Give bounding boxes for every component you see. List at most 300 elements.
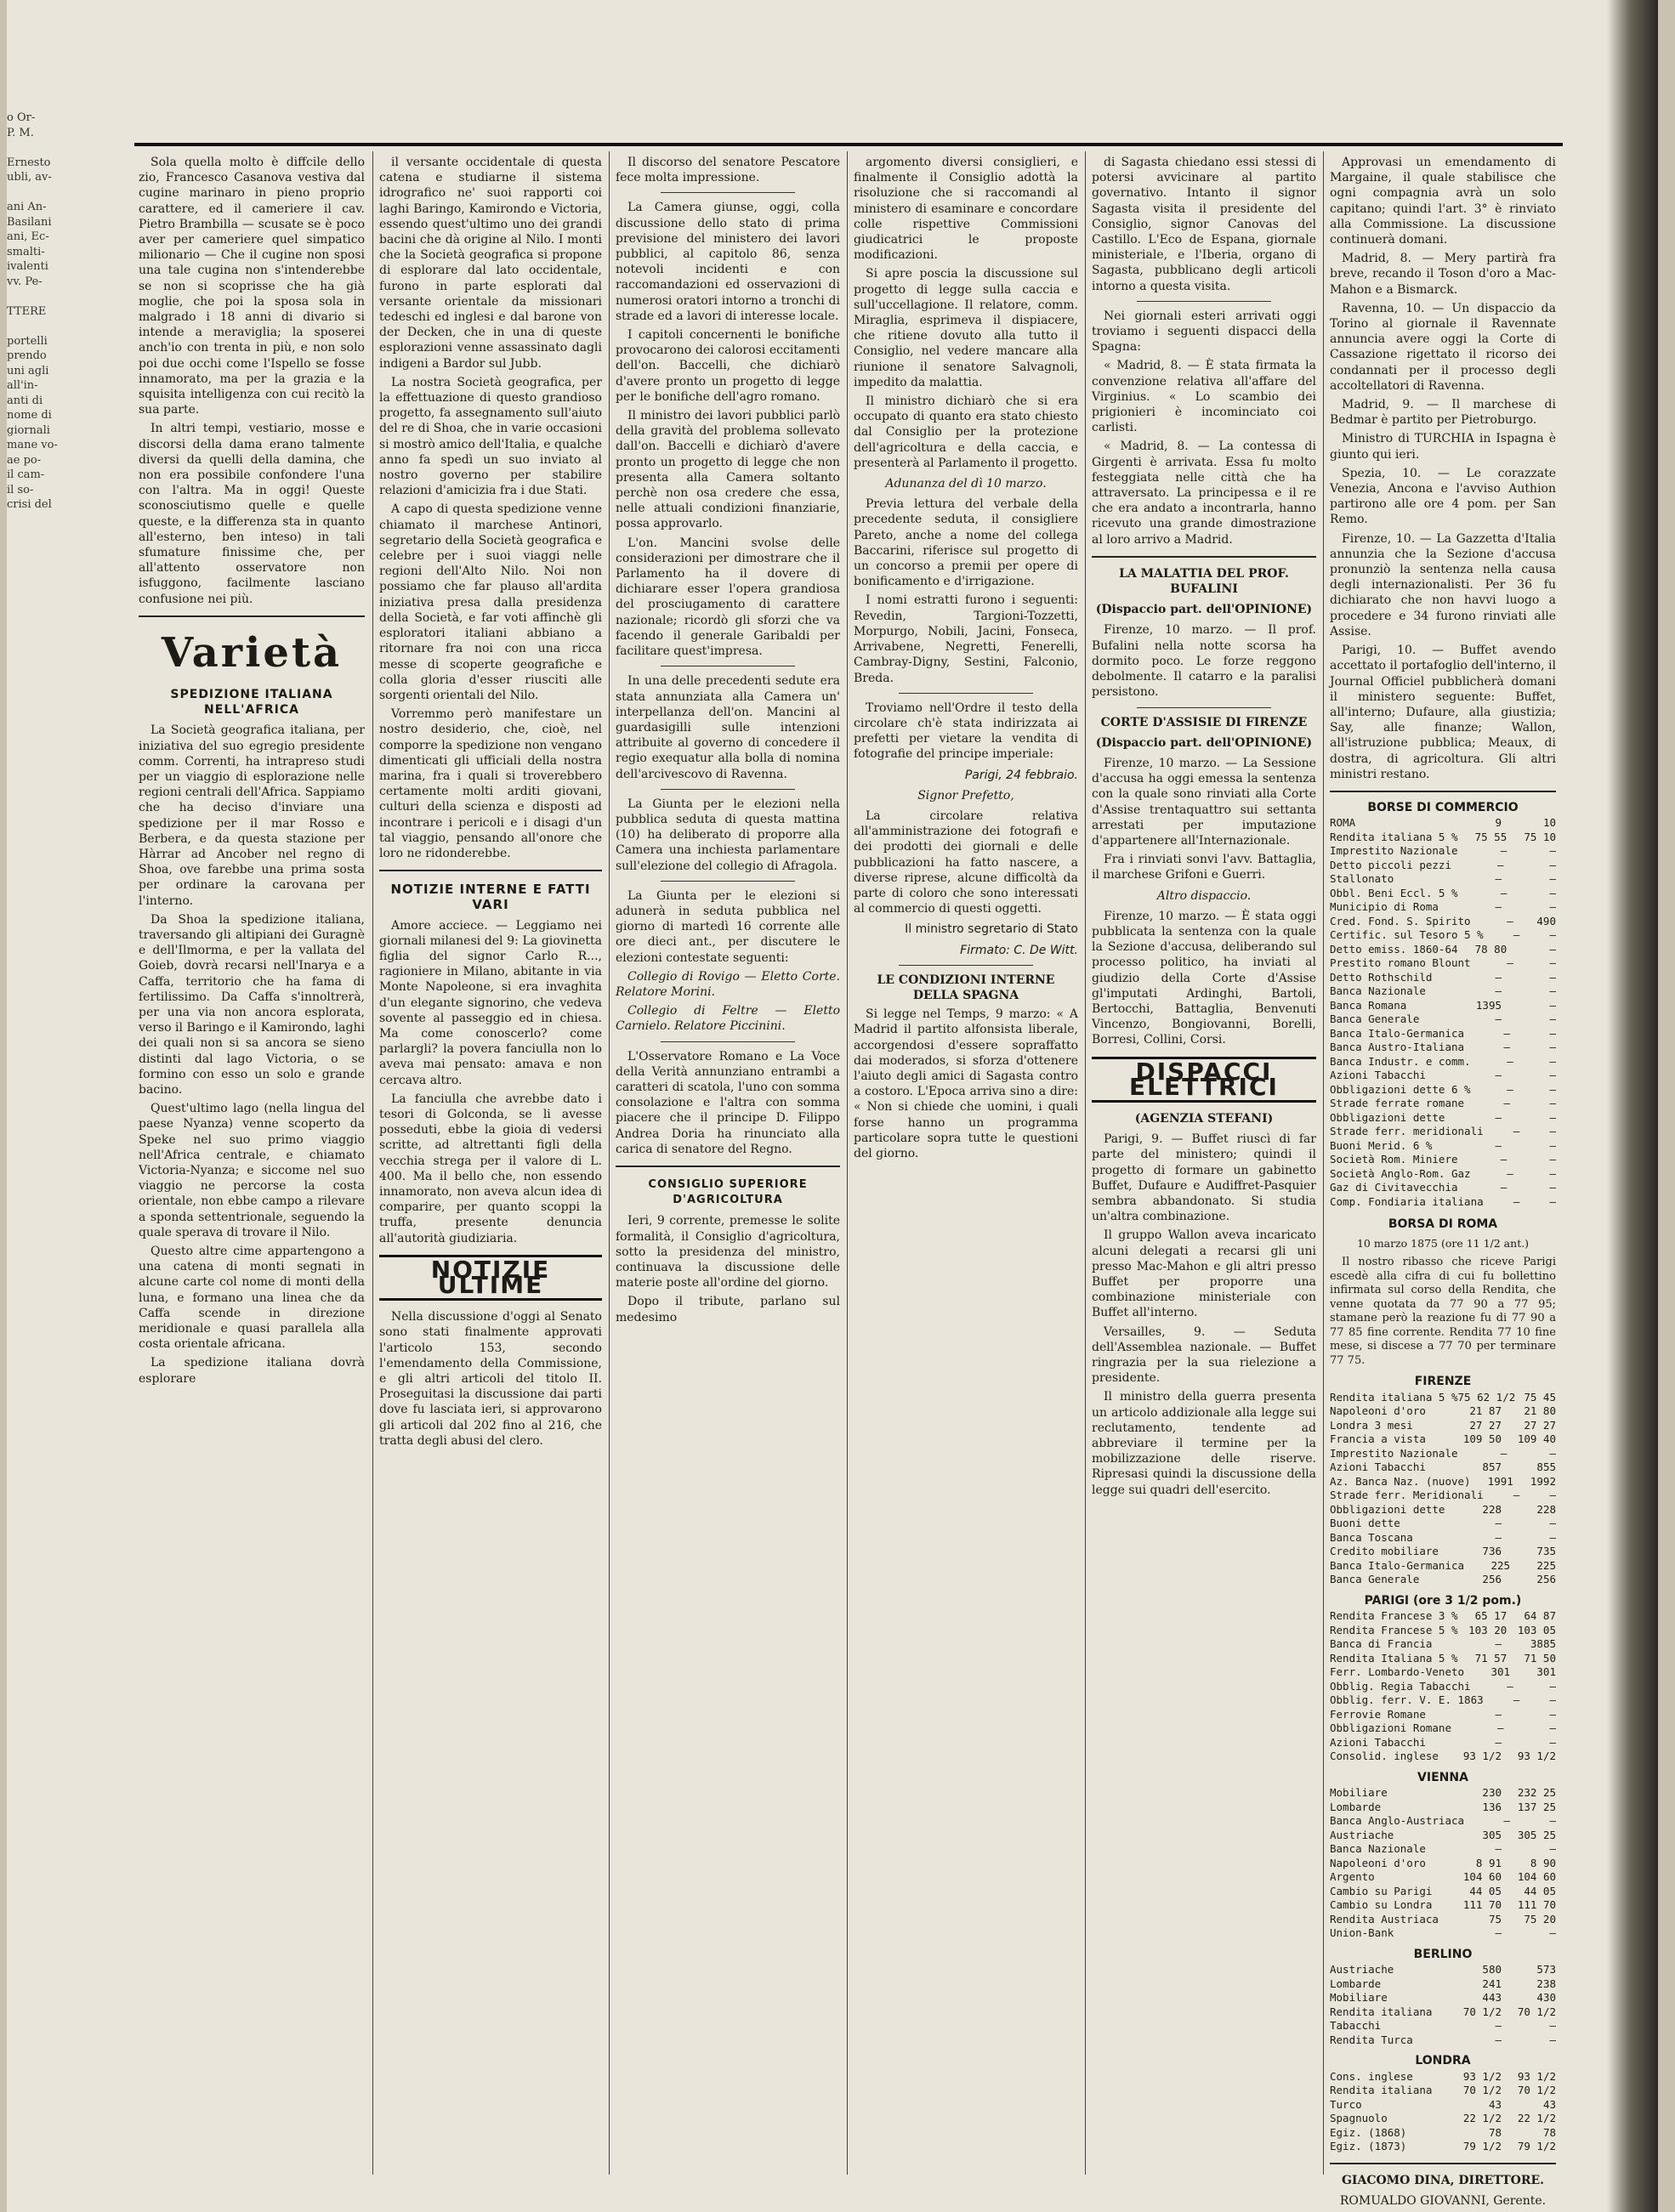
table-body — [1330, 1391, 1556, 1587]
margin-text-fragment: giornali — [7, 423, 50, 437]
paragraph: Troviamo nell'Ordre il testo della circolare ch'è stata indirizzata ai prefetti per vietare la vendita di fotografie del principe imperiale: — [854, 700, 1078, 762]
price-cell: 70 1/2 — [1462, 2084, 1502, 2097]
security-name: Prestito romano Blount — [1330, 956, 1471, 970]
paragraph: I nomi estratti furono i seguenti: Revedin, Targioni-Tozzetti, Morpurgo, Nobili, Jacini, Fonseca, Arrivabene, Negretti, Fenerelli, Cambray-Digny, Sestini, Falconio, Breda. — [854, 593, 1078, 685]
paragraph: Il ministro dei lavori pubblici parlò della gravità del problema sollevato dall'on. Baccelli e dichiarò d'avere pronto un progetto di legge che non presenta alla Camera soltanto perchè non osa credere che essa, nelle attuali condizioni finanziarie, possa approvarlo. — [616, 409, 840, 531]
price-cell: 443 — [1482, 1991, 1502, 2005]
divider — [661, 881, 795, 882]
security-name: Ferrovie Romane — [1330, 1707, 1426, 1721]
security-name: Banca Italo-Germanica — [1330, 1558, 1465, 1572]
price-cell: 430 — [1536, 1991, 1556, 2005]
security-name: Banca Nazionale — [1330, 984, 1426, 998]
price-cell: 65 17 — [1474, 1609, 1508, 1623]
price-cell: 580 — [1482, 1963, 1502, 1977]
security-name: Rendita italiana — [1330, 2005, 1433, 2018]
table-header-row — [1330, 816, 1556, 831]
table-row — [1330, 1097, 1556, 1111]
price-cell: 64 87 — [1524, 1609, 1556, 1623]
price-cell: 104 60 — [1462, 1870, 1502, 1884]
price-cell: — — [1549, 1026, 1556, 1040]
price-cell: — — [1495, 1707, 1502, 1721]
price-cell: — — [1495, 1637, 1502, 1651]
price-cell: — — [1507, 956, 1513, 970]
price-cell: 1991 — [1487, 1474, 1513, 1488]
table-row — [1330, 1419, 1556, 1433]
paragraph: Ieri, 9 corrente, premesse le solite formalità, il Consiglio d'agricoltura, sotto la presidenza del ministro, continuava la discussione delle materie poste all'ordine del giorno. — [616, 1214, 840, 1290]
security-name: Argento — [1330, 1870, 1375, 1884]
margin-text-fragment: all'in- — [7, 379, 38, 392]
price-cell: 301 — [1536, 1665, 1556, 1679]
table-row — [1330, 956, 1556, 971]
paragraph: il versante occidentale di questa catena e studiarne il sistema idrografico ne' suoi rapporti coi laghi Baringo, Kamirondo e Victoria, essendo quest'ultimo uno dei grandi bacini che dà origine al Nilo. I monti che la Società geografica si propone di esplorare dal lato occidentale, furono in parte esplorati dal versante orientale da missionari tedeschi ed inglesi e dal barone von der Decken, che in una di queste esplorazioni venne assassinato dagli indigeni a Bardor sul Jubb. — [379, 156, 602, 371]
price-cell: — — [1495, 900, 1502, 914]
margin-text-fragment: P. M. — [7, 126, 34, 139]
price-cell: 70 1/2 — [1462, 2005, 1502, 2018]
table-market: FIRENZE — [1414, 1375, 1472, 1389]
price-cell: — — [1549, 2019, 1556, 2033]
security-name: Obbl. Beni Eccl. 5 % — [1330, 886, 1458, 899]
price-cell: — — [1549, 956, 1556, 970]
margin-text-fragment: portelli — [7, 334, 48, 348]
price-cell: 79 1/2 — [1517, 2140, 1556, 2153]
table-row — [1330, 928, 1556, 943]
table-row — [1330, 1181, 1556, 1195]
divider — [616, 1166, 840, 1167]
price-cell: — — [1500, 844, 1508, 858]
security-name: Mobiliare — [1330, 1786, 1388, 1800]
paragraph: di Sagasta chiedano essi stessi di potersi avvicinare al partito governativo. Intanto il signor Sagasta visita il presidente del Consiglio, signor Canovas del Castillo. L'Eco de Espana, giornale ministeriale, e l'Iberia, organo di Sagasta, pubblicano degli articoli intorno a questa visita. — [1092, 156, 1316, 293]
price-cell: — — [1549, 984, 1556, 998]
margin-text-fragment: ubli, av- — [7, 171, 52, 184]
table-body — [1330, 831, 1556, 1210]
table-row — [1330, 2126, 1556, 2141]
table-row — [1330, 1447, 1556, 1461]
price-cell: — — [1549, 1489, 1556, 1502]
price-cell: — — [1549, 970, 1556, 984]
security-name: Azioni Tabacchi — [1330, 1735, 1426, 1749]
price-cell: — — [1507, 1166, 1513, 1180]
security-name: Austriache — [1330, 1828, 1394, 1841]
price-cell: — — [1549, 928, 1556, 942]
price-cell: — — [1500, 1446, 1508, 1460]
article-subtitle: Altro dispaccio. — [1156, 888, 1252, 903]
divider — [379, 870, 602, 871]
price-cell: — — [1495, 1735, 1502, 1749]
security-name: Rendita Italiana 5 % — [1330, 1651, 1458, 1665]
table-row — [1330, 1167, 1556, 1182]
paragraph: Approvasi un emendamento di Margaine, il quale stabilisce che ogni compagnia avrà un solo capitano; quindi l'art. 3° è rinviato alla Commissione. La discussione continuerà domani. — [1330, 156, 1556, 247]
price-cell: 27 27 — [1524, 1418, 1556, 1432]
divider — [1137, 707, 1271, 708]
security-name: Londra 3 mesi — [1330, 1418, 1413, 1432]
table-row — [1330, 2019, 1556, 2033]
section-title-notizie-interne: NOTIZIE INTERNE E FATTI VARI — [390, 882, 591, 913]
price-cell: — — [1503, 1097, 1511, 1110]
price-cell: 573 — [1536, 1963, 1556, 1977]
price-cell: — — [1496, 1721, 1504, 1735]
table-body — [1330, 1963, 1556, 2047]
article-subtitle: (Dispaccio part. dell'OPINIONE) — [1095, 603, 1313, 617]
price-cell: 241 — [1482, 1977, 1502, 1990]
table-row — [1330, 831, 1556, 845]
table-row — [1330, 1012, 1556, 1027]
table-row — [1330, 1489, 1556, 1503]
price-cell: 78 — [1488, 2125, 1502, 2139]
margin-text-fragment: il cam- — [7, 468, 45, 481]
table-row — [1330, 1786, 1556, 1801]
security-name: Banca di Francia — [1330, 1637, 1433, 1651]
paragraph: Si legge nel Temps, 9 marzo: « A Madrid il partito alfonsista liberale, accorgendosi d'essere sopraffatto dai moderados, si sforza d'ottenere l'aiuto degli amici di Sagasta contro a costoro. L'Epoca arriva sino a dire: « Non si chiede che uomini, i quali forse hanno un programma particolare sopra tutte le questioni del giorno. — [854, 1007, 1078, 1160]
paragraph: Madrid, 9. — Il marchese di Bedmar è partito per Pietroburgo. — [1330, 398, 1556, 428]
price-cell: 22 1/2 — [1517, 2112, 1556, 2125]
price-cell: — — [1549, 1926, 1556, 1940]
security-name: Rendita Francese 3 % — [1330, 1609, 1458, 1623]
price-cell: — — [1549, 1693, 1556, 1707]
security-name: Consolid. inglese — [1330, 1750, 1439, 1763]
price-cell: 305 — [1482, 1828, 1502, 1841]
margin-text-fragment: ivalenti — [7, 260, 48, 273]
price-cell: — — [1495, 1530, 1502, 1544]
paragraph: Madrid, 8. — Mery partirà fra breve, recando il Toson d'oro a Mac-Mahon e a Bismarck. — [1330, 252, 1556, 297]
divider — [899, 965, 1033, 966]
table-row — [1330, 1885, 1556, 1899]
table-row — [1330, 1055, 1556, 1069]
paragraph: Fra i rinviati sonvi l'avv. Battaglia, il marchese Grifoni e Guerri. — [1092, 853, 1316, 882]
price-cell: 70 1/2 — [1517, 2084, 1556, 2097]
paragraph: Previa lettura del verbale della precedente seduta, il consigliere Pareto, anche a nome del collega Baccarini, riferisce sul progetto di un concorso a premii per opere di bonificamento e d'irrigazione. — [854, 497, 1078, 589]
column-divider — [847, 151, 848, 2175]
paragraph: « Madrid, 8. — La contessa di Girgenti è arrivata. Essa fu molto festeggiata nelle città che ha attraversato. La principessa e il re che era andato a incontrarla, hanno ricevuto una grande dimostrazione al loro arrivo a Madrid. — [1092, 440, 1316, 547]
price-cell: — — [1549, 1735, 1556, 1749]
security-name: Obbligazioni dette — [1330, 1110, 1445, 1124]
paragraph: Ministro di TURCHIA in Ispagna è giunto qui ieri. — [1330, 432, 1556, 462]
table-row — [1330, 1721, 1556, 1736]
security-name: Union-Bank — [1330, 1926, 1394, 1940]
table-market: BERLINO — [1413, 1947, 1473, 1961]
price-cell: 109 50 — [1462, 1432, 1502, 1446]
paragraph: Parigi, 10. — Buffet avendo accettato il portafoglio dell'interno, il Journal Officiel pubblicherà domani il ministero seguente: Buffet, all'interno; Dufaure, alla giustizia; Say, alle finanze; Wallon, all'istruzione pubblica; Meaux, di dostra, di agricoltura. Gli altri ministri restano. — [1330, 644, 1556, 781]
security-name: Stallonato — [1330, 872, 1394, 886]
security-name: Banca Generale — [1330, 1573, 1420, 1586]
price-cell: — — [1549, 1125, 1556, 1138]
security-name: Lombarde — [1330, 1800, 1382, 1813]
table-row — [1330, 1503, 1556, 1517]
price-cell: — — [1495, 1012, 1502, 1026]
price-cell: — — [1500, 886, 1508, 899]
column-1 — [139, 155, 365, 2178]
price-cell: 21 80 — [1524, 1404, 1556, 1418]
divider — [1330, 2163, 1556, 2164]
paragraph: L'Osservatore Romano e La Voce della Verità annunziano entrambi a caratteri di scatola, l'uno con somma consolazione e l'altra con somma piacere che il principe D. Filippo Andrea Doria ha rinunciato alla carica di senatore del Regno. — [616, 1049, 840, 1156]
table-row — [1330, 943, 1556, 957]
table-market: VIENNA — [1417, 1770, 1468, 1784]
security-name: Banca Romana — [1330, 998, 1407, 1012]
price-cell: 75 45 — [1524, 1390, 1556, 1404]
margin-text-fragment: il so- — [7, 483, 34, 496]
security-name: Spagnuolo — [1330, 2112, 1388, 2125]
security-name: Buoni Merid. 6 % — [1330, 1138, 1433, 1152]
price-cell: — — [1549, 1153, 1556, 1166]
newspaper-page — [7, 0, 1641, 2212]
price-cell: — — [1549, 1707, 1556, 1721]
price-cell: — — [1496, 858, 1504, 871]
price-cell: — — [1495, 2019, 1502, 2033]
price-cell: 111 70 — [1462, 1898, 1502, 1912]
table-row — [1330, 2098, 1556, 2113]
paragraph: La Società geografica italiana, per iniziativa del suo egregio presidente comm. Correnti, ha intrapreso studi per un viaggio di esplorazione nelle regioni centrali dell'Africa. Sappiamo che ha deciso d'inviare una spedizione per il mar Rosso e Berbera, e da questa stazione per Hàrrar ad Ancober nel regno di Shoa, ove farebbe una prima sosta per ordinare la carovana per l'interno. — [139, 723, 365, 908]
paragraph: Firenze, 10 marzo. — La Sessione d'accusa ha oggi emessa la sentenza con la quale sono rinviati alla Corte d'Assise trentaquattro sui settanta arrestati per imputazione d'appartenere all'Internazionale. — [1092, 756, 1316, 848]
security-name: Turco — [1330, 2097, 1362, 2111]
price-cell: 21 87 — [1469, 1404, 1502, 1418]
security-name: Strade ferr. meridionali — [1330, 1125, 1484, 1138]
divider — [661, 789, 795, 790]
paragraph: Sola quella molto è diffcile dello zio, Francesco Casanova vestiva dal cugine marinaro in pieno proprio carattere, ed il cameriere il cav. Pietro Brambilla — scusate se è poco aver per cameriere quel simpatico milionario — Che il cugine non sposi una tale cugina non s'intenderebbe se non si scoprisse che ha già moglie, che poi la sposa sola in malgrado i 18 anni di divario si intende a meraviglia; la sposerei anch'io con trenta in più, e non solo poi due occhi come l'Ispello se fosse innamorato, ma per la grazia e la squisita intelligenza con cui recitò la sua parte. — [139, 156, 365, 417]
price-cell: 111 70 — [1517, 1898, 1556, 1912]
price-cell: — — [1495, 1069, 1502, 1082]
margin-text-fragment — [7, 289, 107, 304]
price-cell: — — [1549, 1517, 1556, 1530]
table-row — [1330, 1829, 1556, 1843]
paragraph: La circolare relativa all'amministrazione dei fotografi e dei prodotti dei giornali e delle pubblicazioni ha fatto nascere, a diverse riprese, alcune difficoltà da parte di coloro che sono interessati al commercio di questi oggetti. — [854, 808, 1078, 916]
price-cell: 75 — [1488, 1912, 1502, 1926]
price-cell: 71 50 — [1524, 1651, 1556, 1665]
table-row — [1330, 1680, 1556, 1694]
section-title-dispacci-elettrici: DISPACCI ELETTRICI — [1092, 1057, 1316, 1103]
security-name: Austriache — [1330, 1963, 1394, 1977]
table-row — [1330, 2005, 1556, 2020]
paragraph: La Camera giunse, oggi, colla discussione dello stato di prima previsione del ministero dei lavori pubblici, al capitolo 86, senza notevoli incidenti e con raccomandazioni ed osservazioni di numerosi oratori intorno a tronchi di strade ed a lavori di interesse locale. — [616, 201, 840, 323]
paragraph: Nei giornali esteri arrivati oggi troviamo i seguenti dispacci della Spagna: — [1092, 309, 1316, 354]
security-name: Municipio di Roma — [1330, 900, 1439, 914]
price-cell: — — [1549, 1814, 1556, 1828]
security-name: Rendita italiana 5 % — [1330, 1390, 1458, 1404]
table-row — [1330, 1624, 1556, 1638]
paragraph: L'on. Mancini svolse delle considerazioni per dimostrare che il Parlamento ha il dovere di dichiarare esser l'opera grandiosa del prosciugamento di carattere nazionale; ricordò gli sforzi che va facendo il generale Garibaldi per facilitare quest'impresa. — [616, 536, 840, 659]
security-name: Rendita Francese 5 % — [1330, 1623, 1458, 1636]
margin-text-fragment — [7, 319, 107, 334]
price-cell: — — [1549, 1110, 1556, 1124]
security-name: Detto Rothschild — [1330, 970, 1433, 984]
table-market: LONDRA — [1415, 2054, 1471, 2068]
price-cell: 1992 — [1530, 1474, 1556, 1488]
paragraph: Parigi, 9. — Buffet riuscì di far parte del ministero; quindi il progetto di formare un gabinetto Buffet, Dufaure e Audiffret-Pasquier sembra abbandonato. Si studia un'altra combinazione. — [1092, 1132, 1316, 1224]
table-row — [1330, 1573, 1556, 1587]
price-cell: 104 60 — [1517, 1870, 1556, 1884]
table-row — [1330, 859, 1556, 873]
table-row — [1330, 1027, 1556, 1041]
column-3 — [616, 155, 840, 2178]
paragraph: Collegio di Rovigo — Eletto Corte. Relatore Morini. — [616, 969, 840, 999]
table-row — [1330, 1801, 1556, 1815]
margin-text-fragment: ani An- — [7, 201, 47, 213]
security-name: Banca Anglo-Austriaca — [1330, 1814, 1465, 1828]
paragraph: Firenze, 10. — La Gazzetta d'Italia annunzia che la Sezione d'accusa pronunziò la sentenza nella causa degli internazionalisti. Per 36 fu dichiarato che non havvi luogo a procedere e 34 furono rinviati alle Assise. — [1330, 531, 1556, 638]
divider — [899, 693, 1033, 694]
table-col-header: 9 — [1495, 816, 1502, 830]
table-col-header: 10 — [1542, 816, 1556, 830]
price-cell: — — [1500, 1181, 1508, 1194]
price-cell: — — [1503, 1041, 1511, 1054]
article-title: CORTE D'ASSISIE DI FIRENZE — [1100, 715, 1308, 729]
security-name: Egiz. (1868) — [1330, 2125, 1407, 2139]
table-row — [1330, 1475, 1556, 1489]
security-name: Società Anglo-Rom. Gaz — [1330, 1166, 1471, 1180]
price-cell: — — [1549, 858, 1556, 871]
paragraph: La Giunta per le elezioni si adunerà in seduta pubblica nel giorno di martedì 16 corrente alle ore dieci ant., per discutere le elezioni contestate seguenti: — [616, 888, 840, 965]
price-cell: — — [1495, 2033, 1502, 2046]
security-name: Strade ferrate romane — [1330, 1097, 1465, 1110]
margin-text-fragment — [7, 140, 107, 156]
paragraph: Dopo il tribute, parlano sul medesimo — [616, 1295, 840, 1324]
price-cell: 136 — [1482, 1800, 1502, 1813]
price-cell: 27 27 — [1469, 1418, 1502, 1432]
paragraph: La fanciulla che avrebbe dato i tesori di Golconda, se li avesse posseduti, ebbe la gioia di vedersi scritte, ad altrettanti figli della vecchia strega per il valore di L. 400. Ma il bello che, non essendo innamorato, non aveva alcun idea di comparire, per quanto scoppi la truffa, presente denuncia all'autorità giudiziaria. — [379, 1092, 602, 1245]
table-row — [1330, 1736, 1556, 1750]
table-row — [1330, 1750, 1556, 1764]
margin-text-fragment: Ernesto — [7, 156, 51, 169]
top-rule — [134, 143, 1563, 146]
table-row — [1330, 2033, 1556, 2048]
security-name: Banca Industr. e comm. — [1330, 1054, 1471, 1068]
price-cell: — — [1495, 970, 1502, 984]
margin-text-fragment: smalti- — [7, 245, 45, 258]
paragraph: Vorremmo però manifestare un nostro desiderio, che, cioè, nel comporre la spedizione non vengano dimenticati gli ufficiali della nostra marina, fra i quali si troverebbero certamente molti arditi giovani, culturi della scienza e disposti ad incontrare i pericoli e i disagi d'un tal viaggio, pensando all'onore che loro ne ridonderebbe. — [379, 707, 602, 860]
table-row — [1330, 1460, 1556, 1475]
divider — [1330, 791, 1556, 792]
table-row — [1330, 1913, 1556, 1927]
column-6 — [1330, 155, 1556, 2209]
margin-text-fragment: TTERE — [7, 304, 47, 318]
section-title-notizie-ultime: NOTIZIE ULTIME — [379, 1255, 602, 1301]
table-row — [1330, 1545, 1556, 1559]
security-name: Certific. sul Tesoro 5 % — [1330, 928, 1484, 942]
price-cell: 44 05 — [1469, 1884, 1502, 1897]
security-name: Rendita Austriaca — [1330, 1912, 1439, 1926]
price-cell: — — [1549, 1041, 1556, 1054]
security-name: Obblig. Regia Tabacchi — [1330, 1679, 1471, 1693]
divider — [1092, 556, 1316, 558]
table-subtitle: 10 marzo 1875 (ore 11 1/2 ant.) — [1356, 1236, 1530, 1250]
security-name: Comp. Fondiaria italiana — [1330, 1194, 1484, 1208]
table-row — [1330, 971, 1556, 985]
table-row — [1330, 1041, 1556, 1055]
table-market: ROMA — [1330, 816, 1356, 830]
article-subtitle: (Dispaccio part. dell'OPINIONE) — [1095, 735, 1313, 750]
security-name: Cons. inglese — [1330, 2069, 1413, 2083]
paragraph: Il gruppo Wallon aveva incaricato alcuni delegati a recarsi gli uni presso Mac-Mahon e gli altri presso Buffet per proporre una combinazione ministeriale con Buffet all'interno. — [1092, 1228, 1316, 1320]
price-cell: — — [1549, 1679, 1556, 1693]
paragraph: Il discorso del senatore Pescatore fece molta impressione. — [616, 156, 840, 185]
price-cell: 71 57 — [1474, 1651, 1508, 1665]
price-cell: 103 20 — [1468, 1623, 1508, 1636]
section-title-varieta: Varietà — [161, 628, 343, 677]
divider — [661, 192, 795, 193]
table-title: BORSA DI ROMA — [1388, 1217, 1498, 1232]
price-cell: 225 — [1490, 1558, 1511, 1572]
price-cell: — — [1549, 1166, 1556, 1180]
price-cell: 490 — [1536, 914, 1556, 927]
security-name: Rendita italiana — [1330, 2084, 1433, 2097]
paragraph: Si apre poscia la discussione sul progetto di legge sulla caccia e sull'uccellagione. Il relatore, comm. Miraglia, esprimeva il dispiacere, che ritiene dovuto alla tutto il Consiglio, nel vedere mancare alla riunione il senatore Salvagnoli, impedito da malattia. — [854, 267, 1078, 389]
paragraph: Il nostro ribasso che riceve Parigi escedè alla cifra di cui fu bollettino infirmata sul corso della Rendita, che venne quotata da 77 90 a 77 95; stamane però la reazione fu di 77 90 a 77 85 fine corrente. Rendita 77 10 fine mese, si discese a 77 70 per terminare 77 75. — [1330, 1256, 1556, 1367]
price-cell: 3885 — [1530, 1637, 1556, 1651]
price-cell: — — [1503, 1026, 1511, 1040]
price-cell: — — [1549, 1012, 1556, 1026]
paragraph: Firenze, 10 marzo. — È stata oggi pubblicata la sentenza con la quale la Sezione d'accusa, deliberando sul processo politico, ha inviati al giudizio della Corte d'Assise gl'imputati Ardinghi, Bartoli, Bertocchi, Battaglia, Benvenuti Vincenzo, Bongiovanni, Borelli, Borresi, Collini, Corsi. — [1092, 909, 1316, 1047]
security-name: Banca Nazionale — [1330, 1842, 1426, 1856]
security-name: Azioni Tabacchi — [1330, 1069, 1426, 1082]
table-row — [1330, 1870, 1556, 1885]
table-row — [1330, 1609, 1556, 1624]
table-row — [1330, 1693, 1556, 1708]
price-cell: — — [1507, 1054, 1513, 1068]
table-row — [1330, 900, 1556, 915]
price-cell: 857 — [1482, 1460, 1502, 1474]
security-name: Francia a vista — [1330, 1432, 1426, 1446]
price-cell: 137 25 — [1517, 1800, 1556, 1813]
paragraph: Spezia, 10. — Le corazzate Venezia, Ancona e l'avviso Authion partirono alle ore 4 pom. per San Remo. — [1330, 466, 1556, 527]
price-cell: 238 — [1536, 1977, 1556, 1990]
paragraph: A capo di questa spedizione venne chiamato il marchese Antinori, segretario della Società geografica e celebre per i suoi viaggi nelle regioni dell'Alto Nilo. Noi non possiamo che far plauso all'ardita iniziativa presa dalla presidenza della Società, e far voti affinchè gli esploratori italiani abbiano a ritornare fra noi con una ricca messe di scoperte geografiche e colla gloria d'esser riusciti alle sorgenti orientali del Nilo. — [379, 502, 602, 702]
price-cell: — — [1549, 1721, 1556, 1735]
price-cell: — — [1549, 872, 1556, 886]
price-cell: — — [1549, 1138, 1556, 1152]
paragraph: Ravenna, 10. — Un dispaccio da Torino al giornale il Ravennate annuncia avere oggi la Corte di Cassazione rigettato il ricorso dei condannati per il processo degli accoltellatori di Ravenna. — [1330, 301, 1556, 393]
table-row — [1330, 1153, 1556, 1167]
column-divider — [1085, 151, 1086, 2175]
paragraph: Il ministro della guerra presenta un articolo addizionale alla legge sui reclutamento, tendente ad abbreviare il termine per la mobilizzazione delle riserve. Ripresasi quindi la discussione della legge sui quadri dell'esercito. — [1092, 1390, 1316, 1497]
security-name: Azioni Tabacchi — [1330, 1460, 1426, 1474]
table-row — [1330, 1517, 1556, 1531]
security-name: Imprestito Nazionale — [1330, 1446, 1458, 1460]
security-name: Cambio su Parigi — [1330, 1884, 1433, 1897]
security-name: Mobiliare — [1330, 1991, 1388, 2005]
paragraph: Versailles, 9. — Seduta dell'Assemblea nazionale. — Buffet ringrazia per la sua rielezione a presidente. — [1092, 1324, 1316, 1386]
column-4 — [854, 155, 1078, 2178]
price-cell: — — [1549, 1842, 1556, 1856]
price-cell: 103 05 — [1517, 1623, 1556, 1636]
price-cell: 301 — [1490, 1665, 1511, 1679]
table-row — [1330, 887, 1556, 901]
article-title: CONSIGLIO SUPERIORE D'AGRICOLTURA — [648, 1177, 808, 1207]
price-cell: — — [1513, 1489, 1520, 1502]
price-cell: 75 20 — [1524, 1912, 1556, 1926]
table-row — [1330, 1652, 1556, 1666]
signature: Firmato: C. De Witt. — [960, 943, 1078, 957]
price-cell: — — [1549, 886, 1556, 899]
price-cell: 43 — [1488, 2097, 1502, 2111]
article-title: LA MALATTIA DEL PROF. BUFALINI — [1119, 566, 1289, 597]
column-divider — [372, 151, 373, 2175]
table-row — [1330, 1139, 1556, 1154]
security-name: Buoni dette — [1330, 1517, 1400, 1530]
margin-text-fragment: nome di — [7, 409, 52, 422]
table-row — [1330, 1559, 1556, 1574]
security-name: Obbligazioni dette — [1330, 1502, 1445, 1516]
paragraph: Da Shoa la spedizione italiana, traversando gli altipiani dei Guragnè e dell'Ilmorma, e per la vallata del Goieb, dovrà recarsi nell'Inarya e a Caffa, territorio che ha fama di fertilissimo. Da Caffa s'innoltrerà, per una via non ancora esplorata, verso il Baringo e il Kamirondo, laghi dei quali non si sa ancora se sieno distinti dal lago Victoria, o se formino con esso un solo e grande bacino. — [139, 912, 365, 1097]
security-name: Ferr. Lombardo-Veneto — [1330, 1665, 1465, 1679]
price-cell: — — [1513, 928, 1520, 942]
price-cell: — — [1549, 1069, 1556, 1082]
price-cell: 75 10 — [1524, 830, 1556, 843]
margin-text-fragment: o Or- — [7, 111, 36, 124]
table-row — [1330, 1926, 1556, 1941]
margin-text-fragment — [7, 185, 107, 201]
dateline: Parigi, 24 febbraio. — [964, 768, 1078, 782]
security-name: Gaz di Civitavecchia — [1330, 1181, 1458, 1194]
security-name: Obbligazioni dette 6 % — [1330, 1082, 1471, 1096]
security-name: Detto piccoli pezzi — [1330, 858, 1451, 871]
